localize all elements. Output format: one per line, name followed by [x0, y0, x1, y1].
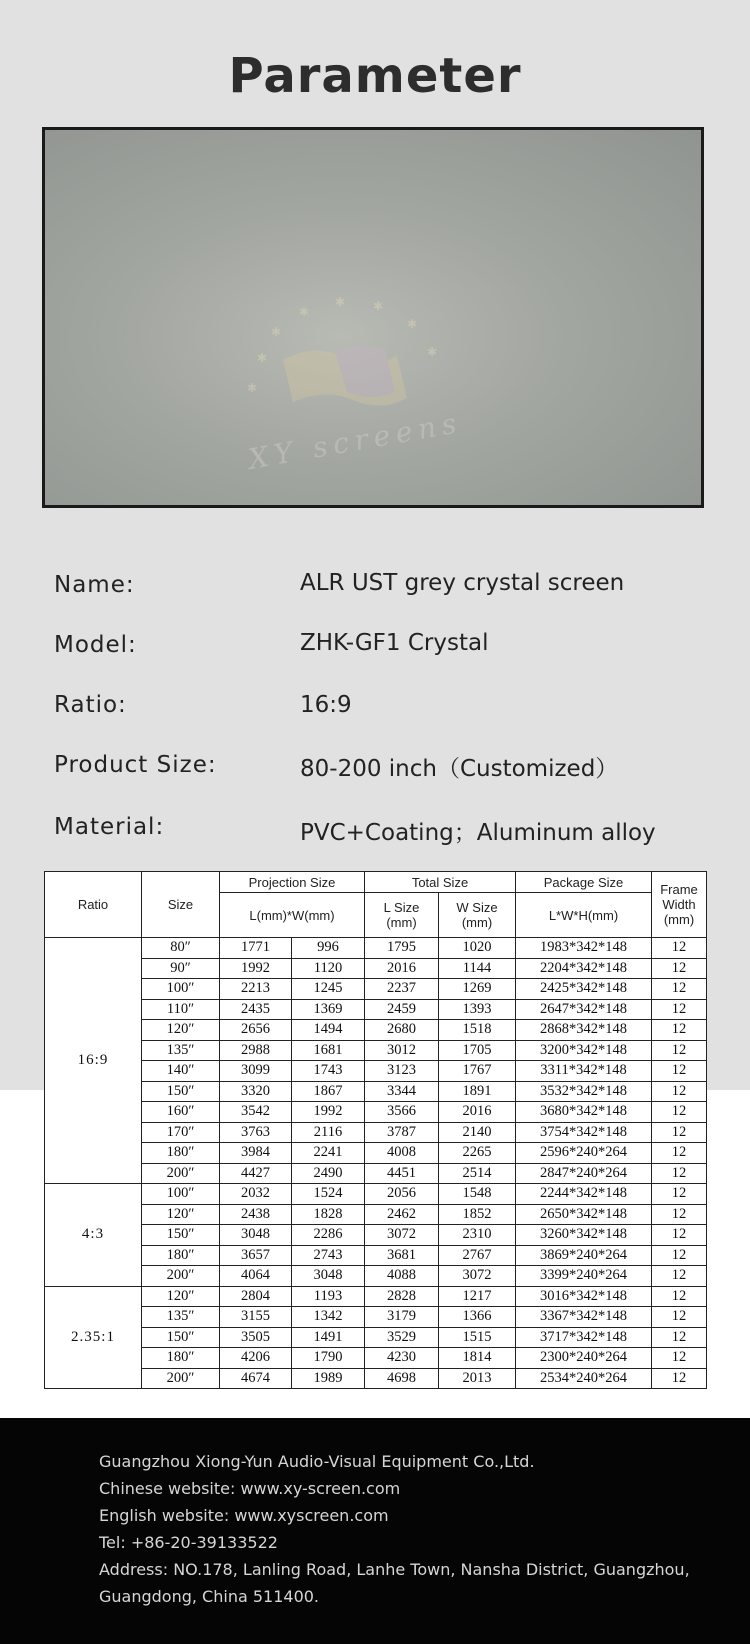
- cell-size: 90″: [142, 958, 220, 979]
- cell-size: 100″: [142, 1184, 220, 1205]
- table-row: [45, 1081, 707, 1102]
- table-row: [45, 1225, 707, 1246]
- cell-proj-l: 2656: [220, 1020, 292, 1041]
- cell-l-size: 2237: [365, 979, 439, 1000]
- cell-l-size: 4088: [365, 1266, 439, 1287]
- cell-proj-w: 1828: [292, 1204, 365, 1225]
- xy-screens-logo-watermark: [45, 130, 701, 505]
- cell-proj-l: 2032: [220, 1184, 292, 1205]
- company-footer: [0, 1418, 750, 1644]
- ratio-cell: 16:9: [45, 938, 142, 1184]
- cell-package: 2847*240*264: [516, 1163, 652, 1184]
- cell-w-size: 3072: [439, 1266, 516, 1287]
- cell-frame: 12: [652, 1020, 707, 1041]
- cell-proj-w: 1342: [292, 1307, 365, 1328]
- cell-proj-l: 3320: [220, 1081, 292, 1102]
- cell-package: 3869*240*264: [516, 1245, 652, 1266]
- cell-proj-l: 2435: [220, 999, 292, 1020]
- spec-value-product-size: 80-200 inch（Customized）: [300, 756, 619, 782]
- cell-size: 200″: [142, 1368, 220, 1389]
- footer-address-line1: Address: NO.178, Lanling Road, Lanhe Town, Nansha District, Guangzhou,: [99, 1560, 690, 1579]
- cell-package: 3717*342*148: [516, 1327, 652, 1348]
- cell-l-size: 3072: [365, 1225, 439, 1246]
- cell-frame: 12: [652, 1286, 707, 1307]
- table-row: [45, 1102, 707, 1123]
- cell-proj-w: 1743: [292, 1061, 365, 1082]
- cell-proj-w: 2286: [292, 1225, 365, 1246]
- table-row: [45, 979, 707, 1000]
- ratio-cell: 4:3: [45, 1184, 142, 1287]
- cell-package: 3367*342*148: [516, 1307, 652, 1328]
- cell-proj-w: 1989: [292, 1368, 365, 1389]
- cell-l-size: 1795: [365, 938, 439, 959]
- cell-proj-l: 4064: [220, 1266, 292, 1287]
- cell-proj-l: 3763: [220, 1122, 292, 1143]
- cell-w-size: 2013: [439, 1368, 516, 1389]
- cell-w-size: 2016: [439, 1102, 516, 1123]
- cell-frame: 12: [652, 1122, 707, 1143]
- cell-w-size: 1705: [439, 1040, 516, 1061]
- cell-package: 2868*342*148: [516, 1020, 652, 1041]
- watermark-text: XY screens: [245, 405, 465, 476]
- header-w-size-label: W Size: [456, 900, 498, 915]
- cell-proj-l: 4206: [220, 1348, 292, 1369]
- cell-w-size: 2310: [439, 1225, 516, 1246]
- cell-proj-l: 3542: [220, 1102, 292, 1123]
- cell-package: 1983*342*148: [516, 938, 652, 959]
- cell-proj-w: 2241: [292, 1143, 365, 1164]
- header-frame-line2: Width: [662, 897, 696, 912]
- cell-size: 135″: [142, 1307, 220, 1328]
- cell-frame: 12: [652, 1307, 707, 1328]
- cell-proj-w: 2743: [292, 1245, 365, 1266]
- header-frame-width: [652, 872, 707, 938]
- cell-proj-l: 4674: [220, 1368, 292, 1389]
- cell-package: 2300*240*264: [516, 1348, 652, 1369]
- cell-l-size: 3566: [365, 1102, 439, 1123]
- cell-size: 120″: [142, 1204, 220, 1225]
- cell-l-size: 4008: [365, 1143, 439, 1164]
- cell-proj-w: 1494: [292, 1020, 365, 1041]
- cell-size: 140″: [142, 1061, 220, 1082]
- header-w-size: [439, 893, 516, 938]
- header-ratio: Ratio: [45, 872, 142, 938]
- table-row: [45, 1327, 707, 1348]
- footer-english-website: English website: www.xyscreen.com: [99, 1506, 389, 1525]
- cell-package: 3532*342*148: [516, 1081, 652, 1102]
- table-row: [45, 1307, 707, 1328]
- header-projection-size: Projection Size: [220, 872, 365, 893]
- cell-l-size: 3012: [365, 1040, 439, 1061]
- cell-l-size: 2016: [365, 958, 439, 979]
- table-row: [45, 1122, 707, 1143]
- cell-frame: 12: [652, 1081, 707, 1102]
- cell-frame: 12: [652, 958, 707, 979]
- table-row: [45, 1061, 707, 1082]
- cell-frame: 12: [652, 979, 707, 1000]
- cell-proj-w: 1867: [292, 1081, 365, 1102]
- cell-proj-l: 2213: [220, 979, 292, 1000]
- cell-size: 110″: [142, 999, 220, 1020]
- cell-proj-w: 2490: [292, 1163, 365, 1184]
- cell-proj-w: 1193: [292, 1286, 365, 1307]
- cell-proj-l: 3099: [220, 1061, 292, 1082]
- cell-w-size: 1366: [439, 1307, 516, 1328]
- cell-w-size: 1814: [439, 1348, 516, 1369]
- cell-size: 150″: [142, 1081, 220, 1102]
- cell-proj-w: 996: [292, 938, 365, 959]
- cell-size: 180″: [142, 1143, 220, 1164]
- cell-proj-w: 1524: [292, 1184, 365, 1205]
- cell-l-size: 3344: [365, 1081, 439, 1102]
- cell-package: 2534*240*264: [516, 1368, 652, 1389]
- page-title: Parameter: [228, 48, 522, 104]
- cell-package: 3680*342*148: [516, 1102, 652, 1123]
- header-w-size-unit: (mm): [461, 915, 493, 930]
- cell-size: 80″: [142, 938, 220, 959]
- cell-proj-l: 2988: [220, 1040, 292, 1061]
- cell-frame: 12: [652, 1061, 707, 1082]
- cell-l-size: 2828: [365, 1286, 439, 1307]
- cell-w-size: 1020: [439, 938, 516, 959]
- spec-value-ratio: 16:9: [300, 692, 352, 718]
- cell-w-size: 1891: [439, 1081, 516, 1102]
- spec-value-material: PVC+Coating；Aluminum alloy: [300, 820, 656, 846]
- cell-package: 2596*240*264: [516, 1143, 652, 1164]
- cell-w-size: 1518: [439, 1020, 516, 1041]
- cell-frame: 12: [652, 1184, 707, 1205]
- spec-value-model: ZHK-GF1 Crystal: [300, 630, 489, 656]
- table-row: [45, 1266, 707, 1287]
- cell-proj-l: 1771: [220, 938, 292, 959]
- cell-w-size: 1852: [439, 1204, 516, 1225]
- cell-package: 3016*342*148: [516, 1286, 652, 1307]
- cell-frame: 12: [652, 1040, 707, 1061]
- cell-proj-w: 2116: [292, 1122, 365, 1143]
- header-package-sub: L*W*H(mm): [516, 893, 652, 938]
- svg-text:✱: ✱: [247, 381, 258, 395]
- cell-size: 150″: [142, 1225, 220, 1246]
- cell-proj-w: 1681: [292, 1040, 365, 1061]
- cell-proj-w: 1120: [292, 958, 365, 979]
- cell-l-size: 2462: [365, 1204, 439, 1225]
- footer-chinese-website: Chinese website: www.xy-screen.com: [99, 1479, 401, 1498]
- spec-label-product-size: Product Size:: [54, 752, 217, 778]
- ratio-cell: 2.35:1: [45, 1286, 142, 1389]
- svg-text:✱: ✱: [407, 317, 418, 331]
- table-row: [45, 1163, 707, 1184]
- cell-frame: 12: [652, 1204, 707, 1225]
- table-row: [45, 999, 707, 1020]
- header-total-size: Total Size: [365, 872, 516, 893]
- svg-text:✱: ✱: [427, 345, 438, 359]
- spec-label-ratio: Ratio:: [54, 692, 127, 718]
- cell-package: 3754*342*148: [516, 1122, 652, 1143]
- cell-l-size: 3123: [365, 1061, 439, 1082]
- cell-l-size: 3681: [365, 1245, 439, 1266]
- svg-text:✱: ✱: [257, 351, 268, 365]
- spec-label-material: Material:: [54, 814, 165, 840]
- cell-size: 180″: [142, 1245, 220, 1266]
- table-row: [45, 1040, 707, 1061]
- size-spec-table: [44, 871, 707, 1389]
- cell-package: 3311*342*148: [516, 1061, 652, 1082]
- cell-proj-l: 3155: [220, 1307, 292, 1328]
- header-frame-line3: (mm): [663, 912, 695, 927]
- spec-value-name: ALR UST grey crystal screen: [300, 570, 625, 596]
- cell-package: 2650*342*148: [516, 1204, 652, 1225]
- table-row: [45, 938, 707, 959]
- table-row: [45, 958, 707, 979]
- cell-package: 2425*342*148: [516, 979, 652, 1000]
- cell-proj-l: 2804: [220, 1286, 292, 1307]
- header-l-size-unit: (mm): [386, 915, 417, 930]
- cell-size: 160″: [142, 1102, 220, 1123]
- svg-text:✱: ✱: [373, 299, 384, 313]
- cell-frame: 12: [652, 1143, 707, 1164]
- svg-text:✱: ✱: [335, 295, 346, 309]
- cell-size: 150″: [142, 1327, 220, 1348]
- header-l-size-label: L Size: [383, 900, 420, 915]
- footer-company-name: Guangzhou Xiong-Yun Audio-Visual Equipment Co.,Ltd.: [99, 1452, 535, 1471]
- cell-l-size: 2459: [365, 999, 439, 1020]
- cell-l-size: 4230: [365, 1348, 439, 1369]
- cell-proj-l: 3984: [220, 1143, 292, 1164]
- footer-tel: Tel: +86-20-39133522: [99, 1533, 278, 1552]
- cell-proj-w: 1790: [292, 1348, 365, 1369]
- cell-w-size: 1515: [439, 1327, 516, 1348]
- cell-frame: 12: [652, 1225, 707, 1246]
- cell-proj-l: 2438: [220, 1204, 292, 1225]
- header-frame-line1: Frame: [660, 882, 698, 897]
- cell-l-size: 4698: [365, 1368, 439, 1389]
- cell-frame: 12: [652, 1102, 707, 1123]
- cell-package: 3200*342*148: [516, 1040, 652, 1061]
- svg-text:✱: ✱: [271, 325, 282, 339]
- table-body: [45, 938, 707, 1389]
- cell-l-size: 2680: [365, 1020, 439, 1041]
- cell-package: 2244*342*148: [516, 1184, 652, 1205]
- cell-l-size: 3787: [365, 1122, 439, 1143]
- cell-proj-l: 4427: [220, 1163, 292, 1184]
- spec-label-name: Name:: [54, 572, 135, 598]
- table-row: [45, 1368, 707, 1389]
- cell-package: 2204*342*148: [516, 958, 652, 979]
- cell-proj-l: 1992: [220, 958, 292, 979]
- table-row: [45, 1204, 707, 1225]
- cell-frame: 12: [652, 1163, 707, 1184]
- cell-size: 200″: [142, 1266, 220, 1287]
- table-row: [45, 1143, 707, 1164]
- cell-package: 2647*342*148: [516, 999, 652, 1020]
- header-package-size: Package Size: [516, 872, 652, 893]
- cell-package: 3260*342*148: [516, 1225, 652, 1246]
- cell-size: 100″: [142, 979, 220, 1000]
- cell-frame: 12: [652, 1327, 707, 1348]
- table-row: [45, 1348, 707, 1369]
- cell-w-size: 2767: [439, 1245, 516, 1266]
- cell-w-size: 1393: [439, 999, 516, 1020]
- cell-frame: 12: [652, 1348, 707, 1369]
- spec-label-model: Model:: [54, 632, 137, 658]
- product-screen-image: [42, 127, 704, 508]
- cell-frame: 12: [652, 1368, 707, 1389]
- cell-proj-w: 1369: [292, 999, 365, 1020]
- cell-proj-l: 3048: [220, 1225, 292, 1246]
- footer-address-line2: Guangdong, China 511400.: [99, 1587, 320, 1606]
- cell-size: 135″: [142, 1040, 220, 1061]
- cell-w-size: 1269: [439, 979, 516, 1000]
- header-l-size: [365, 893, 439, 938]
- cell-size: 180″: [142, 1348, 220, 1369]
- cell-w-size: 2265: [439, 1143, 516, 1164]
- cell-size: 120″: [142, 1286, 220, 1307]
- cell-proj-l: 3657: [220, 1245, 292, 1266]
- cell-l-size: 4451: [365, 1163, 439, 1184]
- cell-w-size: 1144: [439, 958, 516, 979]
- header-size: Size: [142, 872, 220, 938]
- cell-l-size: 3179: [365, 1307, 439, 1328]
- cell-frame: 12: [652, 999, 707, 1020]
- cell-proj-l: 3505: [220, 1327, 292, 1348]
- header-projection-sub: L(mm)*W(mm): [220, 893, 365, 938]
- cell-frame: 12: [652, 1266, 707, 1287]
- cell-frame: 12: [652, 938, 707, 959]
- svg-text:✱: ✱: [299, 305, 310, 319]
- cell-size: 200″: [142, 1163, 220, 1184]
- cell-l-size: 2056: [365, 1184, 439, 1205]
- table-row: [45, 1245, 707, 1266]
- cell-w-size: 1767: [439, 1061, 516, 1082]
- cell-proj-w: 1245: [292, 979, 365, 1000]
- cell-w-size: 2514: [439, 1163, 516, 1184]
- cell-proj-w: 1992: [292, 1102, 365, 1123]
- table-row: [45, 1020, 707, 1041]
- cell-size: 120″: [142, 1020, 220, 1041]
- table-row: [45, 1286, 707, 1307]
- table-row: [45, 1184, 707, 1205]
- cell-l-size: 3529: [365, 1327, 439, 1348]
- cell-proj-w: 3048: [292, 1266, 365, 1287]
- cell-w-size: 2140: [439, 1122, 516, 1143]
- cell-size: 170″: [142, 1122, 220, 1143]
- cell-frame: 12: [652, 1245, 707, 1266]
- cell-w-size: 1217: [439, 1286, 516, 1307]
- cell-package: 3399*240*264: [516, 1266, 652, 1287]
- cell-proj-w: 1491: [292, 1327, 365, 1348]
- cell-w-size: 1548: [439, 1184, 516, 1205]
